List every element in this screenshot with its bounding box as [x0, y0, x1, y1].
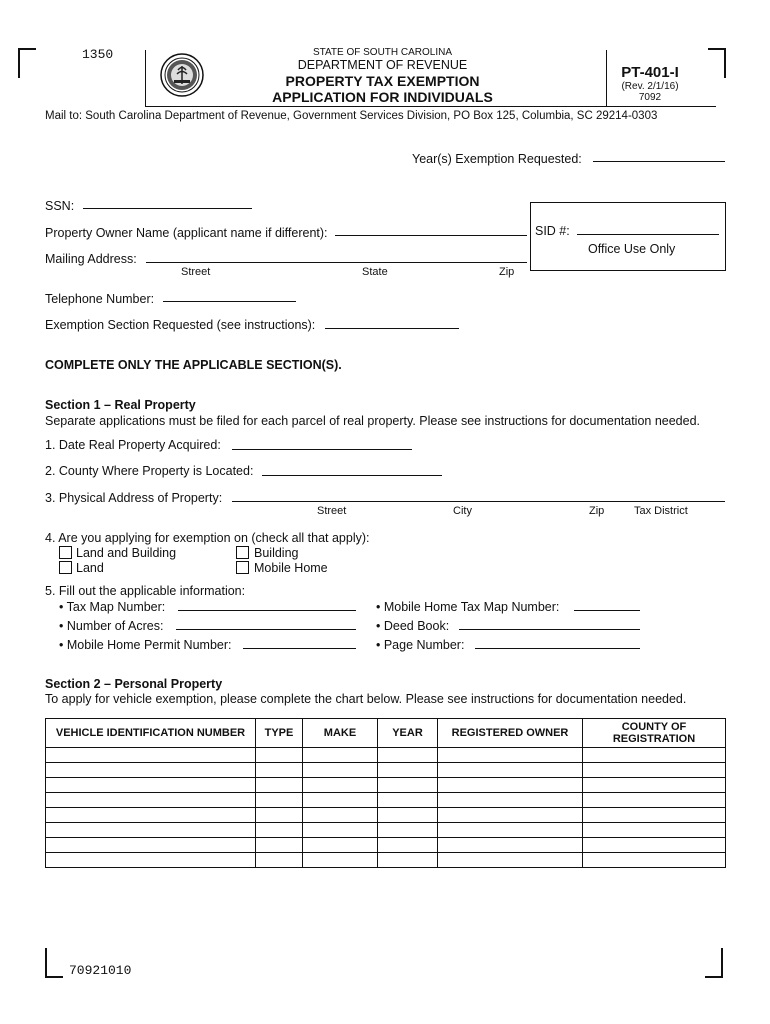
mobile-home-checkbox[interactable] [236, 561, 249, 574]
deed-book-label: • Deed Book: [376, 619, 450, 633]
section2-title: Section 2 – Personal Property [45, 677, 223, 691]
page-number-field[interactable] [475, 648, 640, 649]
vehicle-vin-cell[interactable] [46, 778, 256, 793]
vehicle-type-cell[interactable] [256, 808, 303, 823]
vehicle-year-cell[interactable] [378, 748, 438, 763]
vehicle-registered-owner-cell[interactable] [438, 823, 583, 838]
vehicle-county-cell[interactable] [583, 838, 726, 853]
vehicle-year-cell[interactable] [378, 808, 438, 823]
physical-address-field[interactable] [232, 501, 725, 502]
table-row [46, 763, 726, 778]
sid-label: SID #: [535, 224, 570, 238]
vehicle-vin-cell[interactable] [46, 838, 256, 853]
vehicle-county-cell[interactable] [583, 793, 726, 808]
vehicle-vin-cell[interactable] [46, 793, 256, 808]
department-name: DEPARTMENT OF REVENUE [297, 58, 468, 72]
vehicle-table-header [46, 719, 726, 748]
vehicle-vin-cell[interactable] [46, 808, 256, 823]
applicable-info-label: 5. Fill out the applicable information: [45, 584, 246, 598]
state-name: STATE OF SOUTH CAROLINA [312, 47, 453, 58]
vehicle-year-cell[interactable] [378, 838, 438, 853]
header-underline [145, 106, 716, 107]
form-title-line2: APPLICATION FOR INDIVIDUALS [272, 89, 493, 105]
physical-city-caption: City [453, 505, 472, 517]
column-header-type: TYPE [256, 719, 303, 748]
tax-map-number-field[interactable] [178, 610, 356, 611]
physical-tax-district-caption: Tax District [634, 505, 688, 517]
vehicle-county-cell[interactable] [583, 808, 726, 823]
complete-only-note: COMPLETE ONLY THE APPLICABLE SECTION(S). [45, 358, 342, 372]
mobile-home-tax-map-field[interactable] [574, 610, 640, 611]
table-row [46, 748, 726, 763]
sid-field[interactable] [577, 234, 719, 235]
ssn-label: SSN: [45, 199, 75, 213]
vehicle-make-cell[interactable] [303, 778, 378, 793]
vehicle-county-cell[interactable] [583, 823, 726, 838]
vehicle-registered-owner-cell[interactable] [438, 808, 583, 823]
county-label: 2. County Where Property is Located: [45, 464, 254, 478]
physical-zip-caption: Zip [589, 505, 605, 517]
vehicle-make-cell[interactable] [303, 838, 378, 853]
column-header-county-of-registration: COUNTY OF REGISTRATION [583, 719, 726, 748]
column-header-vin: VEHICLE IDENTIFICATION NUMBER [46, 719, 256, 748]
table-row [46, 778, 726, 793]
building-checkbox[interactable] [236, 546, 249, 559]
exemption-type-question: 4. Are you applying for exemption on (check all that apply): [45, 531, 370, 545]
county-field[interactable] [262, 475, 442, 476]
vehicle-type-cell[interactable] [256, 748, 303, 763]
ssn-field[interactable] [83, 208, 252, 209]
vehicle-make-cell[interactable] [303, 823, 378, 838]
section1-intro: Separate applications must be filed for each parcel of real property. Please see instructions for documentation needed. [45, 414, 701, 428]
column-header-registered-owner: REGISTERED OWNER [438, 719, 583, 748]
land-checkbox[interactable] [59, 561, 72, 574]
number-of-acres-field[interactable] [176, 629, 356, 630]
form-revision: (Rev. 2/1/16) [621, 81, 679, 92]
registration-mark-bottom-left [45, 948, 63, 978]
vehicle-make-cell[interactable] [303, 763, 378, 778]
vehicle-registered-owner-cell[interactable] [438, 778, 583, 793]
years-requested-field[interactable] [593, 161, 725, 162]
exemption-section-field[interactable] [325, 328, 459, 329]
telephone-label: Telephone Number: [45, 292, 155, 306]
owner-name-label: Property Owner Name (applicant name if different): [45, 226, 328, 240]
form-id: 7092 [638, 92, 662, 103]
vehicle-type-cell[interactable] [256, 823, 303, 838]
vehicle-year-cell[interactable] [378, 793, 438, 808]
vehicle-vin-cell[interactable] [46, 763, 256, 778]
deed-book-field[interactable] [459, 629, 640, 630]
vehicle-county-cell[interactable] [583, 763, 726, 778]
mobile-home-permit-label: • Mobile Home Permit Number: [59, 638, 232, 652]
mobile-home-label: Mobile Home [254, 561, 328, 575]
vehicle-registered-owner-cell[interactable] [438, 793, 583, 808]
physical-street-caption: Street [317, 505, 347, 517]
vehicle-registered-owner-cell[interactable] [438, 763, 583, 778]
vehicle-make-cell[interactable] [303, 748, 378, 763]
column-header-make: MAKE [303, 719, 378, 748]
mailing-address-label: Mailing Address: [45, 252, 137, 266]
vehicle-year-cell[interactable] [378, 763, 438, 778]
table-row [46, 838, 726, 853]
form-code-top: 1350 [82, 47, 114, 62]
form-code-bottom: 70921010 [69, 963, 132, 978]
state-seal-icon [160, 53, 204, 97]
vehicle-year-cell[interactable] [378, 823, 438, 838]
office-use-label: Office Use Only [588, 242, 676, 256]
address-street-caption: Street [181, 266, 211, 278]
vehicle-county-cell[interactable] [583, 748, 726, 763]
registration-mark-top-left [18, 48, 36, 78]
telephone-field[interactable] [163, 301, 296, 302]
registration-mark-bottom-right [705, 948, 723, 978]
years-requested-label: Year(s) Exemption Requested: [412, 152, 582, 166]
vehicle-registered-owner-cell[interactable] [438, 853, 583, 868]
vehicle-registered-owner-cell[interactable] [438, 838, 583, 853]
table-row [46, 823, 726, 838]
mobile-home-tax-map-label: • Mobile Home Tax Map Number: [376, 600, 560, 614]
tax-map-number-label: • Tax Map Number: [59, 600, 166, 614]
vehicle-type-cell[interactable] [256, 838, 303, 853]
header-divider-right [606, 50, 607, 106]
land-and-building-checkbox[interactable] [59, 546, 72, 559]
mobile-home-permit-field[interactable] [243, 648, 356, 649]
vehicle-vin-cell[interactable] [46, 823, 256, 838]
vehicle-type-cell[interactable] [256, 778, 303, 793]
exemption-section-label: Exemption Section Requested (see instructions): [45, 318, 316, 332]
date-acquired-field[interactable] [232, 449, 412, 450]
date-acquired-label: 1. Date Real Property Acquired: [45, 438, 221, 452]
building-label: Building [254, 546, 299, 560]
land-and-building-label: Land and Building [76, 546, 177, 560]
address-zip-caption: Zip [499, 266, 515, 278]
vehicle-make-cell[interactable] [303, 793, 378, 808]
vehicle-year-cell[interactable] [378, 778, 438, 793]
form-title-line1: PROPERTY TAX EXEMPTION [285, 73, 480, 89]
vehicle-make-cell[interactable] [303, 808, 378, 823]
header-divider-left [145, 50, 146, 106]
vehicle-year-cell[interactable] [378, 853, 438, 868]
section2-intro: To apply for vehicle exemption, please complete the chart below. Please see instructions for documentation needed. [45, 692, 687, 706]
address-state-caption: State [362, 266, 388, 278]
physical-address-label: 3. Physical Address of Property: [45, 491, 223, 505]
vehicle-registered-owner-cell[interactable] [438, 748, 583, 763]
page-number-label: • Page Number: [376, 638, 465, 652]
vehicle-table [45, 718, 726, 868]
number-of-acres-label: • Number of Acres: [59, 619, 164, 633]
owner-name-field[interactable] [335, 235, 527, 236]
table-row [46, 808, 726, 823]
vehicle-make-cell[interactable] [303, 853, 378, 868]
vehicle-vin-cell[interactable] [46, 748, 256, 763]
vehicle-type-cell[interactable] [256, 793, 303, 808]
land-label: Land [76, 561, 104, 575]
vehicle-vin-cell[interactable] [46, 853, 256, 868]
form-number: PT-401-I [621, 64, 679, 81]
registration-mark-top-right [708, 48, 726, 78]
mail-to-address: Mail to: South Carolina Department of Revenue, Government Services Division, PO Box 125, Columbia, SC 29214-0303 [45, 110, 658, 122]
column-header-year: YEAR [378, 719, 438, 748]
vehicle-county-cell[interactable] [583, 853, 726, 868]
vehicle-type-cell[interactable] [256, 763, 303, 778]
table-row [46, 793, 726, 808]
mailing-address-field[interactable] [146, 262, 527, 263]
vehicle-type-cell[interactable] [256, 853, 303, 868]
table-row [46, 853, 726, 868]
vehicle-county-cell[interactable] [583, 778, 726, 793]
section1-title: Section 1 – Real Property [45, 398, 196, 412]
